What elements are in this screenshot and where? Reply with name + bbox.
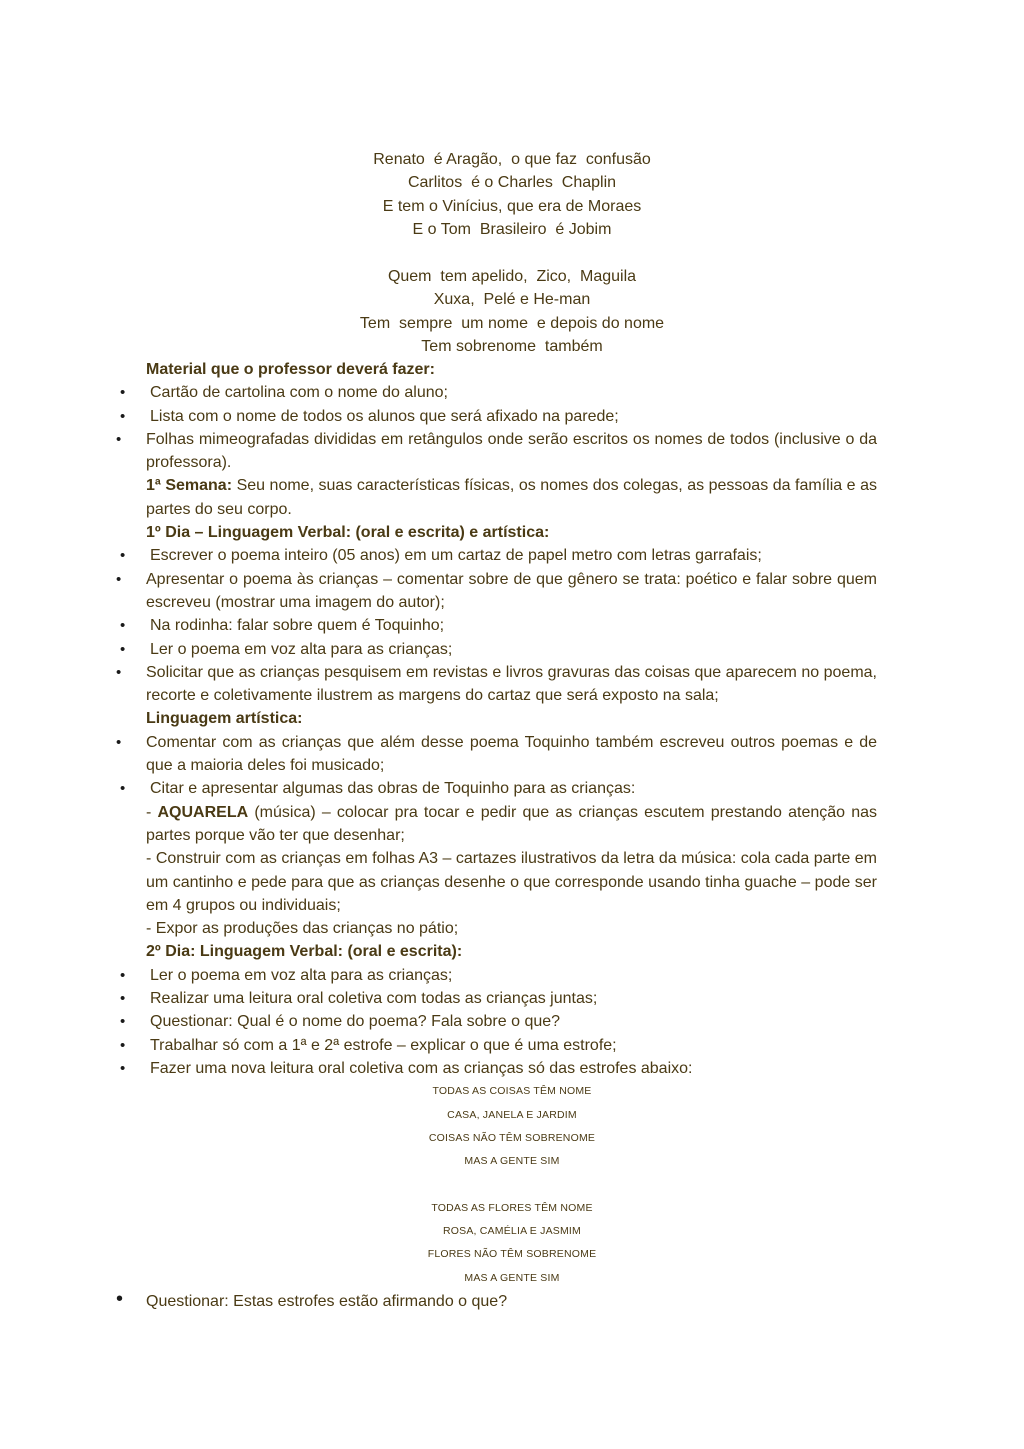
aquarela-prefix: - [146, 803, 158, 821]
stanza-gap [146, 1173, 877, 1196]
dia2-heading: 2º Dia: Linguagem Verbal: (oral e escrita): [146, 943, 463, 961]
caps-stanza-2 [0, 1197, 1024, 1290]
list-item: • Lista com o nome de todos os alunos que será afixado na parede; [146, 405, 877, 428]
list-item: • Escrever o poema inteiro (05 anos) em um cartaz de papel metro com letras garrafais; [146, 544, 877, 567]
poem-line: Tem sobrenome também [421, 337, 603, 355]
construir-paragraph: - Construir com as crianças em folhas A3 – cartazes ilustrativos da letra da música: cola cada parte em um cantinho e pede para que as crianças desenhe o que corresponde usando tinha guache – pode ser em 4 grupos ou individuais; [146, 850, 877, 914]
list-item: • Folhas mimeografadas divididas em retângulos onde serão escritos os nomes de todos (inclusive o da professora). [146, 428, 877, 475]
list-item: • Trabalhar só com a 1ª e 2ª estrofe – explicar o que é uma estrofe; [146, 1034, 877, 1057]
caps-line: ROSA, CAMÉLIA E JASMIM [442, 1224, 581, 1237]
list-item: • Fazer uma nova leitura oral coletiva com as crianças só das estrofes abaixo: [146, 1057, 877, 1080]
list-item: • Comentar com as crianças que além desse poema Toquinho também escreveu outros poemas e de que a maioria deles foi musicado; [146, 731, 877, 778]
poem-line: Carlitos é o Charles Chaplin [407, 174, 617, 192]
poem-line: E o Tom Brasileiro é Jobim [412, 220, 612, 238]
semana-paragraph [146, 474, 877, 521]
poem-line: Xuxa, Pelé e He-man [433, 291, 591, 309]
list-item: • Cartão de cartolina com o nome do aluno; [146, 381, 877, 404]
poem-line: Quem tem apelido, Zico, Maguila [387, 268, 637, 285]
caps-line: TODAS AS COISAS TÊM NOME [432, 1085, 592, 1098]
caps-line: CASA, JANELA E JARDIM [447, 1108, 577, 1121]
caps-line: MAS A GENTE SIM [464, 1271, 560, 1284]
list-item: • Citar e apresentar algumas das obras de Toquinho para as crianças: [146, 777, 877, 800]
poem-line: E tem o Vinícius, que era de Moraes [382, 197, 642, 215]
list-item: • Ler o poema em voz alta para as crianças; [146, 638, 877, 661]
caps-stanza-1 [0, 1080, 1024, 1173]
material-heading: Material que o professor deverá fazer: [146, 361, 435, 378]
semana-label: 1ª Semana: [146, 477, 233, 495]
list-item: • Apresentar o poema às crianças – comentar sobre de que gênero se trata: poético e falar sobre quem escreveu (mostrar uma imagem do autor); [146, 568, 877, 615]
poem-line: Renato é Aragão, o que faz confusão [373, 151, 651, 168]
dia1-heading: 1º Dia – Linguagem Verbal: (oral e escrita) e artística: [146, 524, 550, 542]
poem-stanza-2 [0, 265, 1024, 358]
list-item: • Questionar: Qual é o nome do poema? Fala sobre o que? [146, 1010, 877, 1033]
list-item: • Realizar uma leitura oral coletiva com todas as crianças juntas; [146, 987, 877, 1010]
semana-text: Seu nome, suas características físicas, os nomes dos colegas, as pessoas da família e as partes do seu corpo. [146, 477, 877, 518]
list-item: • Solicitar que as crianças pesquisem em revistas e livros gravuras das coisas que aparecem no poema, recorte e coletivamente ilustrem as margens do cartaz que será exposto na sala; [146, 661, 877, 708]
aquarela-paragraph [146, 801, 877, 848]
artistica-heading: Linguagem artística: [146, 710, 303, 728]
caps-line: TODAS AS FLORES TÊM NOME [431, 1201, 593, 1214]
aquarela-text: (música) – colocar pra tocar e pedir que as crianças escutem prestando atenção nas partes porque vão ter que desenhar; [146, 803, 877, 844]
caps-line: FLORES NÃO TÊM SOBRENOME [427, 1248, 597, 1261]
list-item: • Na rodinha: falar sobre quem é Toquinho; [146, 614, 877, 637]
poem-line: Tem sempre um nome e depois do nome [359, 314, 665, 332]
expor-paragraph: - Expor as produções das crianças no pátio; [146, 920, 459, 938]
poem-stanza-1 [0, 148, 1024, 241]
caps-line: MAS A GENTE SIM [464, 1155, 560, 1168]
aquarela-label: AQUARELA [157, 803, 249, 821]
list-item: • Ler o poema em voz alta para as crianças; [146, 964, 877, 987]
list-item: • Questionar: Estas estrofes estão afirmando o que? [146, 1290, 877, 1313]
caps-line: COISAS NÃO TÊM SOBRENOME [428, 1131, 596, 1144]
lesson-content [146, 358, 877, 1313]
